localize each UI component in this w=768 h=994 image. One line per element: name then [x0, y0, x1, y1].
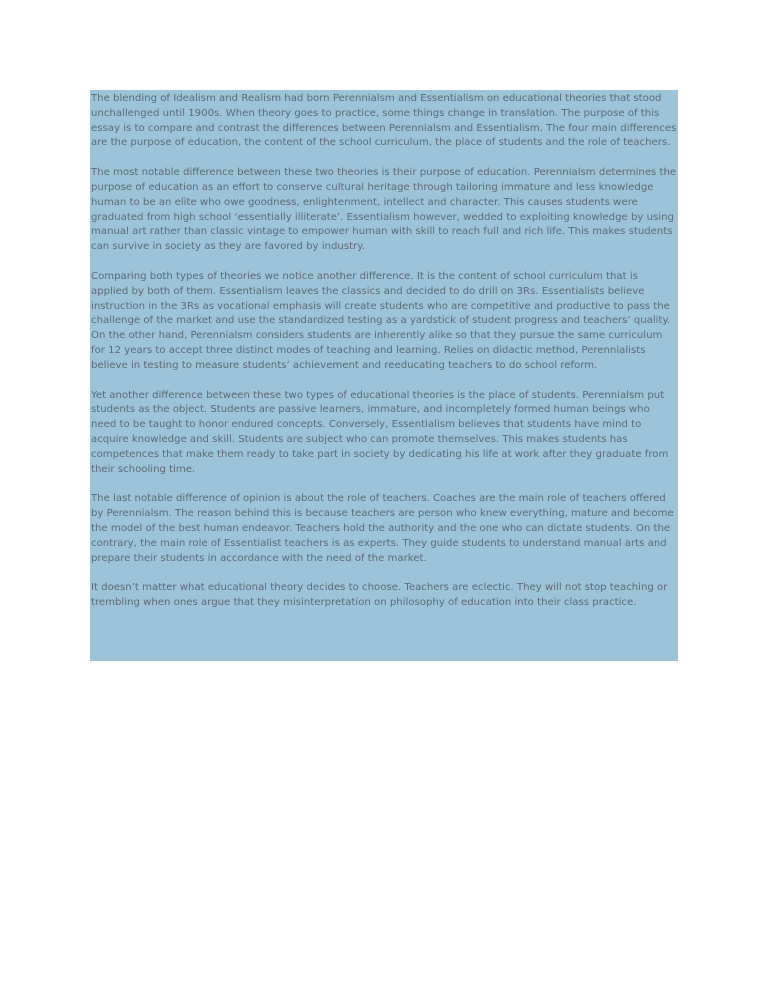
paragraph-introduction: The blending of Idealism and Realism had born Perennialsm and Essentialism on educational theories that stood unchallenged until 1900s. When theory goes to practice, some things change in translation. The purpose of this essay is to compare and contrast the differences between Perennialsm and Essentialism. The four main differences are the purpose of education, the content of the school curriculum, the place of students and the role of teachers. [91, 93, 677, 149]
paragraph-purpose-of-education: The most notable difference between these two theories is their purpose of education. Perennialsm determines the purpose of education as an effort to conserve cultural heritage through tailoring immature and less knowledge human to be an elite who owe goodness, enlightenment, intellect and character. This causes students were graduated from high school ‘essentially illiterate’. Essentialism however, wedded to exploiting knowledge by using manual art rather than classic vintage to empower human with skill to reach full and rich life. This makes students can survive in society as they are favored by industry. [91, 167, 677, 253]
essay-text-block [90, 90, 678, 661]
paragraph-role-of-teachers: The last notable difference of opinion is about the role of teachers. Coaches are the main role of teachers offered by Perennialsm. The reason behind this is because teachers are person who knew everything, mature and become the model of the best human endeavor. Teachers hold the authority and the one who can dictate students. On the contrary, the main role of Essentialist teachers is as experts. They guide students to understand manual arts and prepare their students in accordance with the need of the market. [91, 493, 674, 564]
paragraph-place-of-students: Yet another difference between these two types of educational theories is the place of students. Perennialsm put students as the object. Students are passive learners, immature, and incompletely formed human beings who need to be taught to honor endured concepts. Conversely, Essentialism believes that students have mind to acquire knowledge and skill. Students are subject who can promote themselves. This makes students has competences that make them ready to take part in society by dedicating his life at work after they graduate from their schooling time. [91, 389, 669, 475]
paragraph-conclusion: It doesn’t matter what educational theory decides to choose. Teachers are eclectic. They will not stop teaching or trembling when ones argue that they misinterpretation on philosophy of education into their class practice. [91, 582, 668, 609]
paragraph-curriculum-content: Comparing both types of theories we notice another difference. It is the content of school curriculum that is applied by both of them. Essentialism leaves the classics and decided to do drill on 3Rs. Essentialists believe instruction in the 3Rs as vocational emphasis will create students who are competitive and productive to pass the challenge of the market and use the standardized testing as a yardstick of student progress and teachers’ quality. On the other hand, Perennialsm considers students are inherently alike so that they pursue the same curriculum for 12 years to accept three distinct modes of teaching and learning. Relies on didactic method, Perennialists believe in testing to measure students’ achievement and reeducating teachers to do school reform. [91, 270, 671, 371]
